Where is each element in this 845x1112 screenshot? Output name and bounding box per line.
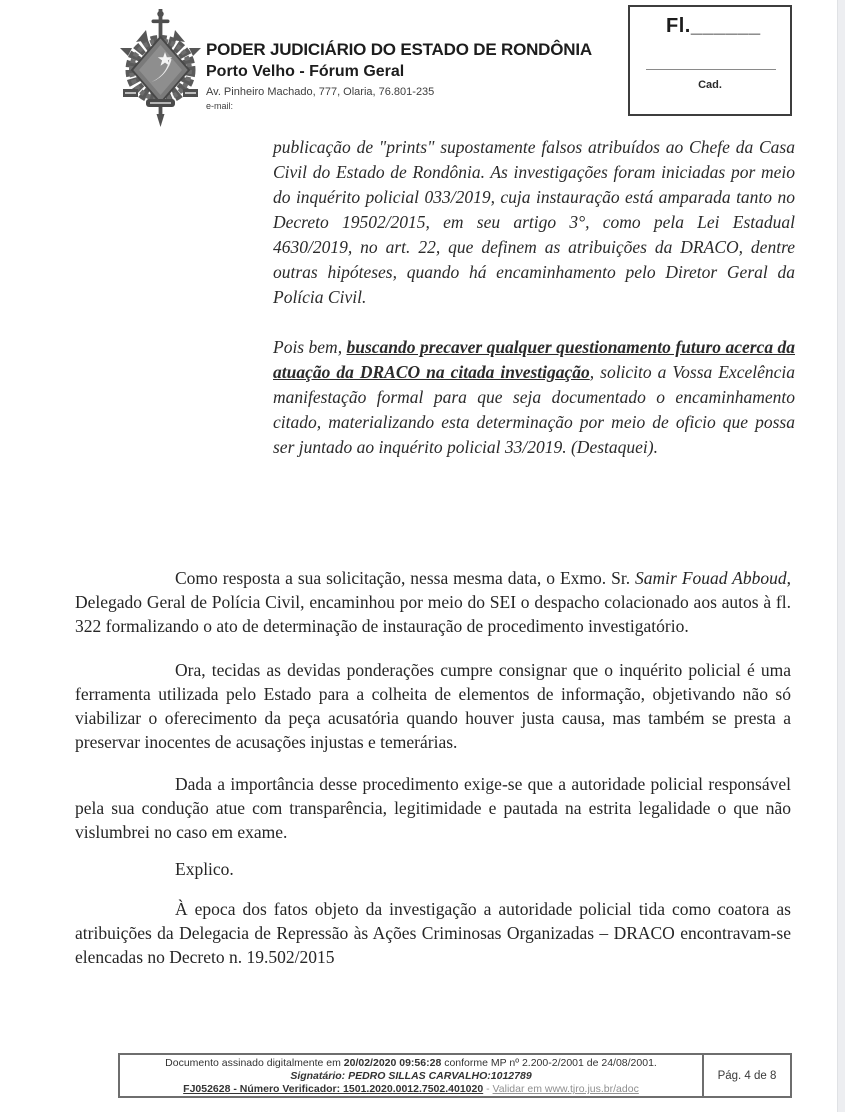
body-1-name-italic: Samir Fouad Abboud <box>635 568 787 588</box>
signature-line-1: Documento assinado digitalmente em 20/02/2020 09:56:28 conforme MP nº 2.200-2/2001 de 24/08/2001. <box>165 1057 657 1069</box>
org-subtitle: Porto Velho - Fórum Geral <box>206 63 405 80</box>
cad-label: Cad. <box>698 79 722 91</box>
validation-link[interactable]: Validar em www.tjro.jus.br/adoc <box>492 1083 639 1096</box>
page-number-label: Pág. 4 de 8 <box>717 1069 777 1082</box>
body-1-prefix: Como resposta a sua solicitação, nessa mesma data, o Exmo. Sr. <box>175 568 636 588</box>
folio-number-label: Fl.______ <box>666 15 761 37</box>
page-number-box <box>702 1055 790 1096</box>
rondonia-coat-of-arms-icon <box>118 8 203 128</box>
signature-info <box>120 1055 702 1096</box>
org-email-label: e-mail: <box>206 101 234 111</box>
folio-signature-line <box>646 69 776 70</box>
body-paragraph-5: À epoca dos fatos objeto da investigação a autoridade policial tida como coatora as atribuições da Delegacia de Repressão às Ações Criminosas Organizadas – DRACO encontravam-se elencadas no Decreto n. 19.502/2015 <box>75 899 791 967</box>
quote-2-suffix: , solicito a Vossa Excelência manifestação formal para que seja documentado o encaminhamento citado, materializando esta determinação por meio de oficio que possa ser juntado ao inquérito policial 33/2019. (Destaquei). <box>273 362 795 457</box>
verification-line: FJ052628 - Número Verificador: 1501.2020.0012.7502.401020 - Validar em www.tjro.jus.br/adoc <box>183 1083 639 1096</box>
scrollbar-track[interactable] <box>837 0 845 1112</box>
document-body <box>75 566 791 969</box>
signature-datetime: 20/02/2020 09:56:28 <box>343 1057 442 1069</box>
verification-number: FJ052628 - Número Verificador: 1501.2020.0012.7502.401020 <box>183 1083 484 1096</box>
quoted-excerpt-block <box>273 135 795 460</box>
body-paragraph-4: Explico. <box>175 859 234 879</box>
body-paragraph-2: Ora, tecidas as devidas ponderações cumpre consignar que o inquérito policial é uma ferramenta utilizada pelo Estado para a colheita de elementos de informação, objetivando não só viabilizar o oferecimento da peça acusatória quando houver justa causa, mas também se presta a preservar inocentes de acusações injustas e temerárias. <box>75 660 791 752</box>
digital-signature-footer <box>118 1053 792 1098</box>
folio-stamp-box <box>628 5 792 116</box>
body-1-suffix: , Delegado Geral de Polícia Civil, encaminhou por meio do SEI o despacho colacionado aos autos à fl. 322 formalizando o ato de determinação de instauração de procedimento investigatório. <box>75 568 791 636</box>
org-address: Av. Pinheiro Machado, 777, Olaria, 76.801-235 <box>206 86 435 98</box>
body-paragraph-1 <box>75 566 791 638</box>
quote-paragraph-2 <box>273 335 795 460</box>
letterhead <box>206 40 636 111</box>
quote-paragraph-1: publicação de "prints" supostamente falsos atribuídos ao Chefe da Casa Civil do Estado de Rondônia. As investigações foram iniciadas por meio do inquérito policial 033/2019, cuja instauração está amparada tanto no Decreto 19502/2015, em seu artigo 3°, como pela Lei Estadual 4630/2019, no art. 22, que definem as atribuições da DRACO, dentre outras hipóteses, quando há encaminhamento pelo Diretor Geral da Polícia Civil. <box>273 137 795 307</box>
quote-2-emphasis: buscando precaver qualquer questionamento futuro acerca da atuação da DRACO na citada investigação <box>273 337 795 382</box>
signatory-line: Signatário: PEDRO SILLAS CARVALHO:1012789 <box>290 1070 532 1083</box>
body-paragraph-3: Dada a importância desse procedimento exige-se que a autoridade policial responsável pela sua condução atue com transparência, legitimidade e pautada na estrita legalidade o que não vislumbrei no caso em exame. <box>75 774 791 842</box>
org-title: PODER JUDICIÁRIO DO ESTADO DE RONDÔNIA <box>206 40 592 59</box>
quote-2-prefix: Pois bem, <box>273 337 347 357</box>
